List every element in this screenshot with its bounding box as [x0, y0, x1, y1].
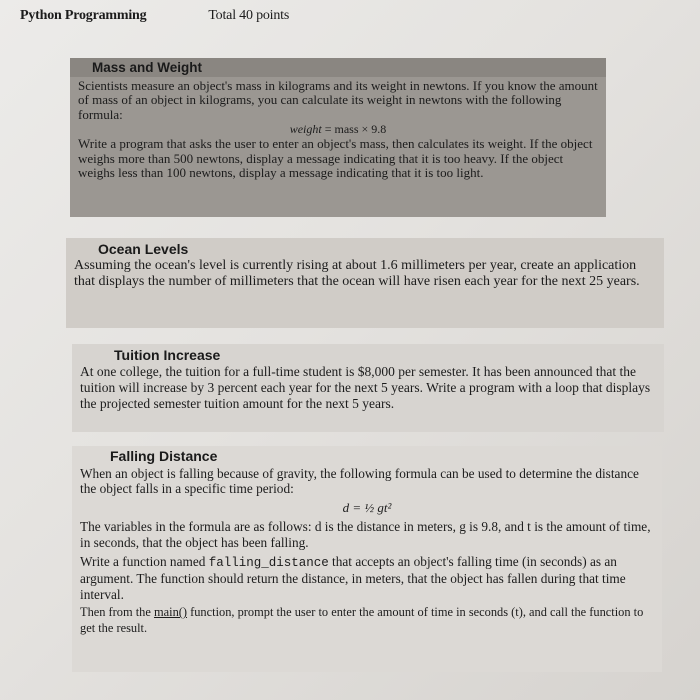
mass-weight-intro: Scientists measure an object's mass in kilograms and its weight in newtons. If you know the amount of mass of an object in kilograms, you can calculate its weight in newtons with the following formula: [78, 77, 598, 122]
function-name: falling_distance [208, 555, 329, 570]
ocean-levels-text: Assuming the ocean's level is currently rising at about 1.6 millimeters per year, create an application that displays the number of millimeters that the ocean will have risen each year for the next 25 years. [74, 258, 640, 290]
main-function: main() [153, 605, 188, 620]
falling-main [80, 605, 654, 636]
ocean-levels-box [66, 238, 664, 328]
falling-distance-title: Falling Distance [110, 448, 218, 464]
tuition-title: Tuition Increase [114, 347, 221, 363]
mass-weight-box [70, 58, 606, 217]
falling-task [80, 554, 654, 603]
total-points: Total 40 points [208, 8, 290, 23]
falling-main-after: function, prompt the user to enter the amount of time in seconds (t), and call the function to get the result. [80, 605, 644, 635]
tuition-box [72, 344, 664, 432]
distance-formula: d = ½ gt² [342, 499, 392, 515]
falling-distance-box [72, 446, 662, 672]
course-title: Python Programming [20, 8, 147, 23]
falling-task-before: Write a function named [80, 553, 209, 569]
falling-variables: The variables in the formula are as follows: d is the distance in meters, g is 9.8, and t is the amount of time, in seconds, that the object has been falling. [80, 519, 651, 550]
tuition-text: At one college, the tuition for a full-time student is $8,000 per semester. It has been announced that the tuition will increase by 3 percent each year for the next 5 years. Write a program with a loop that displays the projected semester tuition amount for the next 5 years. [80, 364, 651, 411]
ocean-levels-title: Ocean Levels [98, 241, 189, 257]
mass-weight-title: Mass and Weight [70, 58, 606, 77]
falling-main-before: Then from the [80, 605, 154, 620]
formula-rhs: = mass × 9.8 [321, 122, 387, 137]
weight-formula [78, 122, 598, 137]
mass-weight-task: Write a program that asks the user to enter an object's mass, then calculates its weight. If the object weighs more than 500 newtons, display a message indicating that it is too heavy. If the object weighs less than 100 newtons, display a message indicating that it is too light. [78, 135, 593, 181]
falling-task-after: that accepts an object's falling time (in seconds) as an argument. The function should return the distance, in meters, that the object has fallen during that time interval. [80, 553, 626, 602]
falling-intro: When an object is falling because of gravity, the following formula can be used to determine the distance the object falls in a specific time period: [80, 465, 639, 497]
formula-weight: weight [289, 122, 322, 137]
page-header [20, 8, 289, 24]
